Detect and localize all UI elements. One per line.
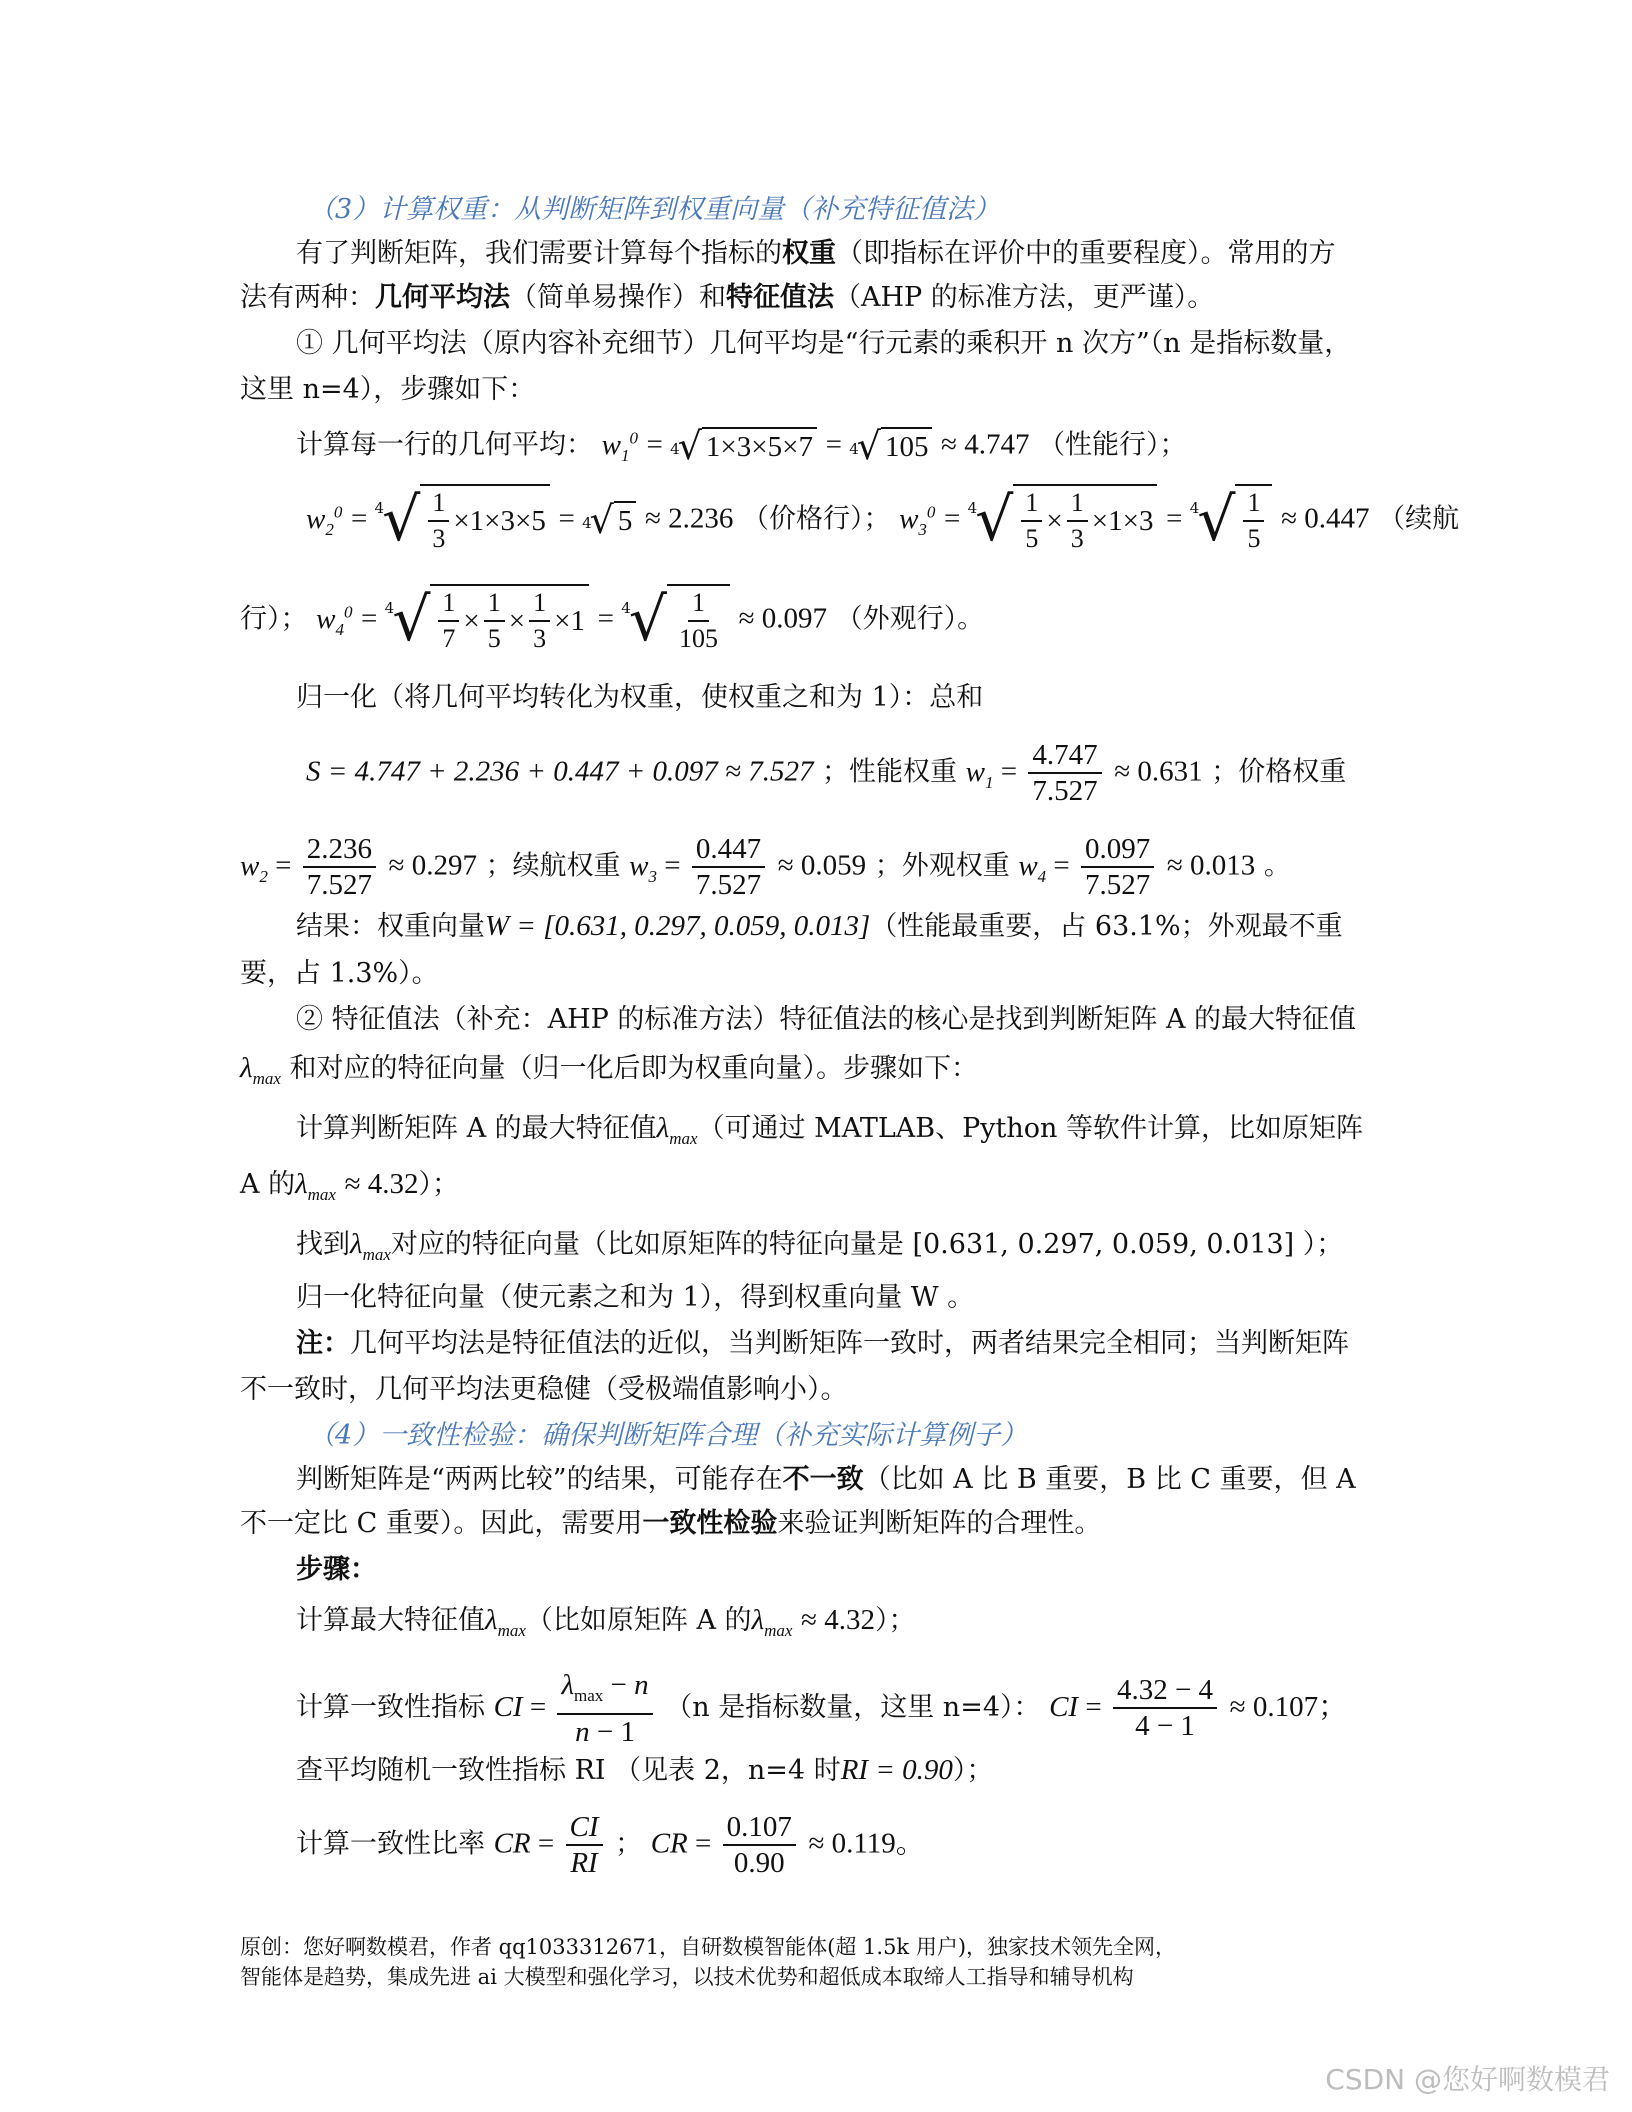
value: ≈ 0.097 xyxy=(738,602,827,635)
text: （简单易操作）和 xyxy=(510,282,726,313)
paragraph: 判断矩阵是“两两比较”的结果，可能存在不一致（比如 A 比 B 重要，B 比 C 重要，但 A xyxy=(296,1464,1356,1495)
text: （外观行）。 xyxy=(835,603,985,635)
root-expression: 4 √ $\frac{1}{5}$ × $\frac{1}{3}$ ×1×3 xyxy=(968,484,1158,556)
weights-line: $w_2$ = $\frac{2.236}{7.527}$ ≈ 0.297 ；续航权重 $w_3$ = $\frac{0.447}{7.527}$ ≈ 0.059 ；外观权重 $w_4$ = $\frac{0.097}{7.527}$ ≈ 0.013 。 xyxy=(240,833,1291,901)
root-expression: 4 √ $\frac{1}{3}$ ×1×3×5 xyxy=(375,484,550,556)
value: ≈ 4.747 xyxy=(941,428,1030,461)
fraction: $\frac{2.236}{7.527}$ xyxy=(303,832,376,902)
root-expression: 4 √ 1×3×5×7 xyxy=(670,425,817,467)
fraction: $\frac{\lambda_{max} - n}{n - 1}$ xyxy=(557,1668,652,1749)
text: （即指标在评价中的重要程度）。常用的方 xyxy=(836,238,1336,269)
text: （价格行）； xyxy=(741,503,891,535)
section-3-heading: （3）计算权重：从判断矩阵到权重向量（补充特征值法） xyxy=(308,194,1001,225)
result-line: 结果：权重向量W = [0.631, 0.297, 0.059, 0.013]（性能最重要，占 63.1%；外观最不重 xyxy=(296,910,1343,942)
geo-mean-intro-2: 这里 n=4），步骤如下： xyxy=(240,374,536,405)
note-line: 注：几何平均法是特征值法的近似，当判断矩阵一致时，两者结果完全相同；当判断矩阵 xyxy=(296,1328,1349,1359)
eigen-step-1: 计算判断矩阵 A 的最大特征值$\lambda_{max}$（可通过 MATLAB、Python 等软件计算，比如原矩阵 xyxy=(296,1112,1363,1148)
text: 有了判断矩阵，我们需要计算每个指标的 xyxy=(296,238,782,269)
bold-text: 权重 xyxy=(782,238,836,269)
value: ≈ 0.447 xyxy=(1281,502,1370,535)
value: ≈ 2.236 xyxy=(644,502,734,535)
geo-mean-intro: ① 几何平均法（原内容补充细节）几何平均是“行元素的乘积开 n 次方”（n 是指标数量， xyxy=(296,328,1352,359)
root-expression: 4 √ $\frac{1}{5}$ xyxy=(1190,484,1273,556)
fraction: $\frac{4.32 - 4}{4 - 1}$ xyxy=(1113,1673,1217,1743)
eigen-step-1b: A 的$\lambda_{max} \approx 4.32$）； xyxy=(240,1168,459,1204)
fraction: $\frac{0.447}{7.527}$ xyxy=(692,832,765,902)
footer-line-2: 智能体是趋势，集成先进 ai 大模型和强化学习，以技术优势和超低成本取缔人工指导和辅导机构 xyxy=(240,1965,1134,1989)
steps-label: 步骤： xyxy=(296,1554,377,1585)
eigen-step-3: 归一化特征向量（使元素之和为 1），得到权重向量 W 。 xyxy=(296,1282,975,1313)
fraction: $\frac{0.107}{0.90}$ xyxy=(723,1810,796,1880)
text: ；价格权重 xyxy=(1211,756,1347,788)
eigen-intro: ② 特征值法（补充：AHP 的标准方法）特征值法的核心是找到判断矩阵 A 的最大特征值 xyxy=(296,1004,1357,1035)
w3-symbol: $w_3^0$ xyxy=(899,501,936,539)
equals: = xyxy=(825,428,850,461)
ci-step-2: 计算一致性指标 CI = $\frac{\lambda_{max} - n}{n - 1}$ （n 是指标数量，这里 n=4）： CI = $\frac{4.32 - 4}{4 - 1}$ ≈ 0.107； xyxy=(296,1669,1348,1748)
csdn-watermark: CSDN @您好啊数模君 xyxy=(1325,2063,1610,2096)
root-expression: 4 √ $\frac{1}{105}$ xyxy=(621,584,730,656)
text: 计算每一行的几何平均： xyxy=(296,429,593,461)
ci-step-1: 计算最大特征值$\lambda_{max}$（比如原矩阵 A 的$\lambda_{max} \approx 4.32$）； xyxy=(296,1604,916,1640)
fraction: $\frac{4.747}{7.527}$ xyxy=(1028,738,1101,808)
normalize-text: 归一化（将几何平均转化为权重，使权重之和为 1）：总和 xyxy=(296,682,984,713)
w1-symbol: $w_1^0$ xyxy=(601,428,638,465)
text: ；性能权重 xyxy=(822,756,958,788)
text: （性能行）； xyxy=(1038,429,1187,461)
section-4-heading: （4）一致性检验：确保判断矩阵合理（补充实际计算例子） xyxy=(308,1420,1028,1451)
root-expression: 4 √ 105 xyxy=(849,425,932,467)
note-line-2: 不一致时，几何平均法更稳健（受极端值影响小）。 xyxy=(240,1374,848,1405)
paragraph xyxy=(240,280,1214,316)
w2-symbol: $w_2^0$ xyxy=(306,501,343,539)
text: （续航 xyxy=(1378,503,1460,535)
sum-expression: S = 4.747 + 2.236 + 0.447 + 0.097 ≈ 7.527 xyxy=(306,755,814,788)
root-expression: 4 √ 5 xyxy=(582,499,636,541)
eigen-intro-2: $\lambda_{max}$ 和对应的特征向量（归一化后即为权重向量）。步骤如下： xyxy=(240,1052,978,1088)
eigen-step-2: 找到$\lambda_{max}$对应的特征向量（比如原矩阵的特征向量是 [0.631, 0.297, 0.059, 0.013] ）； xyxy=(296,1228,1344,1264)
text: （AHP 的标准方法，更严谨）。 xyxy=(834,282,1215,313)
value: ≈ 0.631 xyxy=(1114,755,1203,788)
bold-text: 几何平均法 xyxy=(375,282,510,313)
w4-symbol: $w_4^0$ xyxy=(316,601,353,639)
text: 法有两种： xyxy=(240,282,375,313)
paragraph: 不一定比 C 重要）。因此，需要用一致性检验来验证判断矩阵的合理性。 xyxy=(240,1508,1102,1539)
root-expression: 4 √ $\frac{1}{7}$ × $\frac{1}{5}$ × $\frac{1}{3}$ ×1 xyxy=(385,584,589,656)
result-line-2: 要，占 1.3%）。 xyxy=(240,958,439,989)
formula-row-1 xyxy=(296,420,1187,473)
ci-step-4: 计算一致性比率 CR = $\frac{CI}{RI}$ ； CR = $\frac{0.107}{0.90}$ ≈ 0.119。 xyxy=(296,1811,925,1879)
paragraph xyxy=(296,236,1336,272)
equals: = xyxy=(646,428,671,461)
sum-line: S = 4.747 + 2.236 + 0.447 + 0.097 ≈ 7.527 ；性能权重 $w_1$ = $\frac{4.747}{7.527}$ ≈ 0.631 ；价格权重 xyxy=(306,739,1347,807)
formula-row-2: $w_2^0$ = 4 √ $\frac{1}{3}$ ×1×3×5 = 4 √ 5 ≈ 2.236 （价格行）； $w_3^0$ = 4 √ $\frac{1}{5}$ × $\frac{1}{3}$ ×1×3 = 4 √ $\frac{1}{5}$ ≈ 0.447 （续航 xyxy=(306,485,1460,555)
formula-row-3: 行）； $w_4^0$ = 4 √ $\frac{1}{7}$ × $\frac{1}{5}$ × $\frac{1}{3}$ ×1 = 4 √ $\frac{1}{105}$ ≈ 0.097 （外观行）。 xyxy=(240,585,985,655)
text: 行）； xyxy=(240,603,308,635)
footer-line-1: 原创：您好啊数模君，作者 qq1033312671，自研数模智能体(超 1.5k 用户)，独家技术领先全网， xyxy=(240,1935,1177,1959)
weight-vector: W = [0.631, 0.297, 0.059, 0.013] xyxy=(485,910,871,942)
fraction: $\frac{CI}{RI}$ xyxy=(566,1810,603,1880)
fraction: $\frac{0.097}{7.527}$ xyxy=(1081,832,1154,902)
ci-step-3: 查平均随机一致性指标 RI （见表 2，n=4 时RI = 0.90）； xyxy=(296,1754,994,1786)
bold-text: 特征值法 xyxy=(726,282,834,313)
